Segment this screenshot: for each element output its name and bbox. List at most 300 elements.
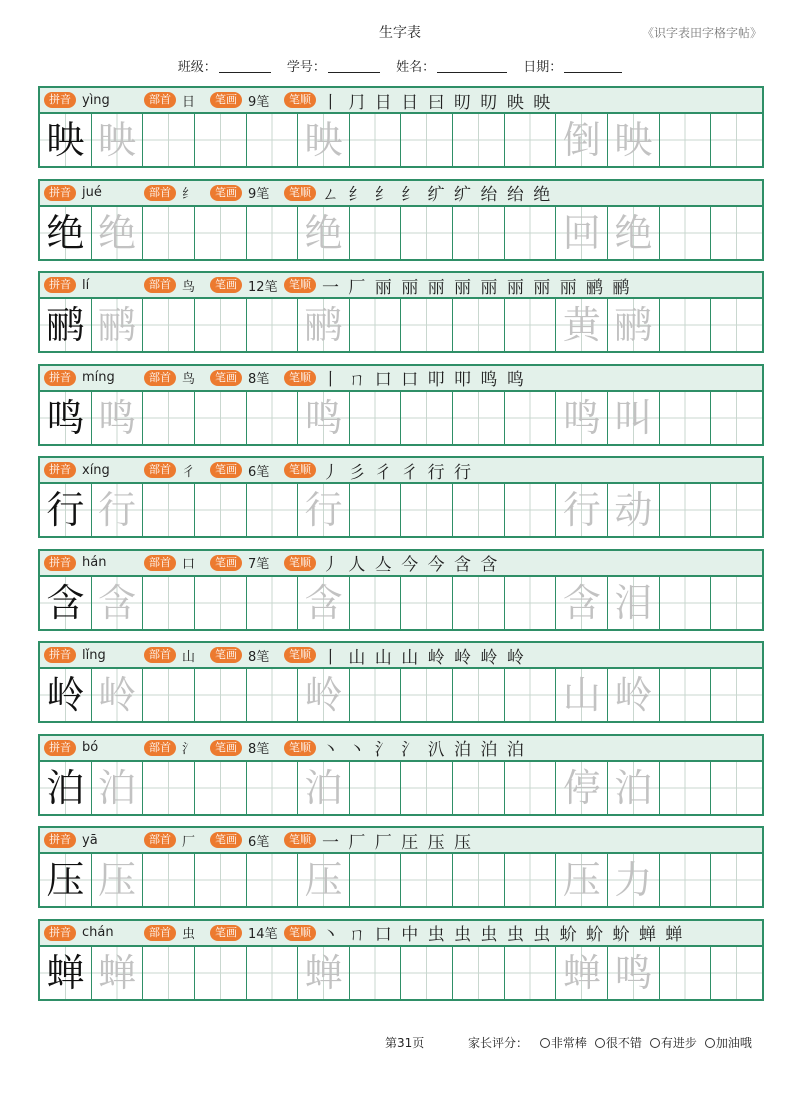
- grid-cell[interactable]: [453, 577, 505, 629]
- char-block: [38, 86, 764, 168]
- grid-cell[interactable]: [401, 207, 453, 259]
- stroke-order: 一 厂 厂 圧 压 压: [322, 832, 474, 852]
- grid-cell[interactable]: [143, 484, 195, 536]
- strokes-tag: 笔画: [210, 832, 242, 848]
- grid-cell[interactable]: [453, 299, 505, 351]
- book-title: 《识字表田字格字帖》: [641, 26, 762, 40]
- writing-grid: [38, 945, 764, 1001]
- grid-cell[interactable]: [711, 207, 762, 259]
- trace-char: 山: [562, 673, 601, 717]
- grid-cell[interactable]: [143, 207, 195, 259]
- grid-cell[interactable]: [350, 207, 402, 259]
- trace-char: 压: [97, 858, 136, 902]
- order-tag: 笔顺: [284, 832, 316, 848]
- grid-cell[interactable]: [40, 392, 92, 444]
- pinyin-tag: 拼音: [44, 370, 76, 386]
- grid-cell[interactable]: [195, 669, 247, 721]
- grid-cell[interactable]: [350, 392, 402, 444]
- char-header: [38, 179, 764, 205]
- grid-cell[interactable]: [660, 484, 712, 536]
- grid-cell[interactable]: [505, 854, 557, 906]
- stroke-unit: 笔: [256, 834, 270, 850]
- date-blank[interactable]: [564, 72, 622, 73]
- pinyin-tag: 拼音: [44, 92, 76, 108]
- grid-cell[interactable]: [195, 299, 247, 351]
- rating-option[interactable]: [540, 1036, 587, 1050]
- rating-option-label: 非常棒: [550, 1036, 587, 1050]
- stroke-count-value: 14: [248, 927, 265, 942]
- stroke-order: ㄥ 纟 纟 纟 纩 纩 绐 绐 绝: [322, 185, 553, 205]
- practice-sheet: [38, 86, 764, 1011]
- pinyin-value: yā: [82, 832, 98, 848]
- order-tag: 笔顺: [284, 647, 316, 663]
- trace-char: 岭: [614, 673, 653, 717]
- student-no-blank[interactable]: [328, 72, 380, 73]
- grid-cell[interactable]: [556, 484, 608, 536]
- radical-value: 山: [182, 649, 196, 665]
- writing-grid: [38, 482, 764, 538]
- grid-cell[interactable]: [660, 762, 712, 814]
- radio-circle-icon[interactable]: [595, 1038, 605, 1048]
- model-char: 行: [46, 488, 85, 532]
- grid-cell[interactable]: [92, 299, 144, 351]
- trace-char: 行: [562, 488, 601, 532]
- grid-cell[interactable]: [298, 207, 350, 259]
- radio-circle-icon[interactable]: [650, 1038, 660, 1048]
- grid-cell[interactable]: [505, 947, 557, 999]
- grid-cell[interactable]: [298, 947, 350, 999]
- grid-cell[interactable]: [350, 299, 402, 351]
- grid-cell[interactable]: [608, 854, 660, 906]
- grid-cell[interactable]: [40, 762, 92, 814]
- grid-cell[interactable]: [660, 947, 712, 999]
- grid-cell[interactable]: [92, 947, 144, 999]
- pinyin-value: lí: [82, 277, 90, 293]
- char-block: [38, 919, 764, 1001]
- grid-cell[interactable]: [556, 299, 608, 351]
- page-title: 生字表: [379, 25, 421, 41]
- grid-cell[interactable]: [660, 299, 712, 351]
- radical-tag: 部首: [144, 277, 176, 293]
- char-header: [38, 364, 764, 390]
- stroke-count-value: 12: [248, 279, 265, 295]
- grid-cell[interactable]: [350, 762, 402, 814]
- rating-option[interactable]: [595, 1036, 642, 1050]
- class-field[interactable]: [178, 60, 271, 75]
- stroke-count-value: 8: [248, 372, 257, 387]
- parent-rating: [468, 1034, 752, 1051]
- stroke-count: [248, 553, 284, 572]
- grid-cell[interactable]: [401, 299, 453, 351]
- rating-option[interactable]: [705, 1036, 752, 1050]
- trace-char: 映: [97, 118, 136, 162]
- pinyin-value: míng: [82, 370, 115, 385]
- grid-cell[interactable]: [711, 854, 762, 906]
- grid-cell[interactable]: [92, 484, 144, 536]
- grid-cell[interactable]: [143, 392, 195, 444]
- trace-char: 回: [562, 210, 601, 255]
- rating-option[interactable]: [650, 1036, 697, 1050]
- grid-cell[interactable]: [453, 669, 505, 721]
- grid-cell[interactable]: [40, 207, 92, 259]
- stroke-count-value: 6: [248, 834, 257, 850]
- stroke-order: 丶 丶 氵 氵 汃 泊 泊 泊: [322, 740, 526, 760]
- grid-cell[interactable]: [556, 947, 608, 999]
- order-tag: 笔顺: [284, 555, 316, 571]
- grid-cell[interactable]: [92, 392, 144, 444]
- grid-cell[interactable]: [711, 669, 762, 721]
- order-tag: 笔顺: [284, 277, 316, 293]
- stroke-order: 丿 彡 彳 彳 行 行: [322, 462, 474, 482]
- grid-cell[interactable]: [92, 762, 144, 814]
- trace-char: 鸣: [97, 395, 136, 440]
- trace-char: 绝: [97, 210, 136, 255]
- grid-cell[interactable]: [195, 577, 247, 629]
- radical-tag: 部首: [144, 185, 176, 201]
- radical-value: 氵: [182, 742, 196, 757]
- stroke-count-value: 9: [248, 187, 257, 202]
- grid-cell[interactable]: [401, 669, 453, 721]
- pinyin-tag: 拼音: [44, 647, 76, 663]
- pinyin-tag: 拼音: [44, 277, 76, 293]
- pinyin-tag: 拼音: [44, 462, 76, 478]
- grid-cell[interactable]: [660, 669, 712, 721]
- radical-value: 虫: [182, 927, 196, 942]
- trace-char: 叫: [614, 395, 653, 440]
- name-label: 姓名：: [396, 60, 436, 75]
- grid-cell[interactable]: [608, 669, 660, 721]
- stroke-count-value: 7: [248, 557, 257, 572]
- pinyin-value: hán: [82, 555, 107, 570]
- trace-char: 黄: [562, 303, 601, 347]
- grid-cell[interactable]: [505, 114, 557, 166]
- radical-tag: 部首: [144, 462, 176, 478]
- grid-cell[interactable]: [247, 484, 299, 536]
- grid-cell[interactable]: [556, 577, 608, 629]
- grid-cell[interactable]: [247, 947, 299, 999]
- trace-char: 蝉: [97, 950, 136, 995]
- strokes-tag: 笔画: [210, 740, 242, 756]
- grid-cell[interactable]: [505, 669, 557, 721]
- student-no-field[interactable]: [287, 60, 380, 75]
- trace-char: 泊: [304, 765, 343, 810]
- name-blank[interactable]: [437, 72, 507, 73]
- char-header: [38, 456, 764, 482]
- grid-cell[interactable]: [350, 947, 402, 999]
- grid-cell[interactable]: [505, 762, 557, 814]
- grid-cell[interactable]: [660, 114, 712, 166]
- grid-cell[interactable]: [608, 762, 660, 814]
- radical-tag: 部首: [144, 370, 176, 386]
- grid-cell[interactable]: [401, 392, 453, 444]
- radical-value: 口: [182, 557, 196, 572]
- grid-cell[interactable]: [298, 299, 350, 351]
- trace-char: 含: [562, 580, 601, 625]
- grid-cell[interactable]: [711, 114, 762, 166]
- grid-cell[interactable]: [40, 854, 92, 906]
- pinyin-value: jué: [82, 185, 102, 200]
- model-char: 绝: [46, 210, 85, 255]
- grid-cell[interactable]: [711, 484, 762, 536]
- trace-char: 鸣: [614, 950, 653, 995]
- radical-value: 日: [182, 94, 196, 110]
- grid-cell[interactable]: [195, 207, 247, 259]
- grid-cell[interactable]: [401, 484, 453, 536]
- grid-cell[interactable]: [143, 577, 195, 629]
- grid-cell[interactable]: [40, 577, 92, 629]
- grid-cell[interactable]: [143, 669, 195, 721]
- stroke-count: [248, 276, 284, 295]
- strokes-tag: 笔画: [210, 647, 242, 663]
- grid-cell[interactable]: [453, 854, 505, 906]
- stroke-unit: 笔: [256, 94, 270, 110]
- radical-value: 鸟: [182, 279, 196, 295]
- grid-cell[interactable]: [608, 207, 660, 259]
- writing-grid: [38, 760, 764, 816]
- grid-cell[interactable]: [92, 207, 144, 259]
- stroke-order: 丨 山 山 山 岭 岭 岭 岭: [322, 647, 526, 667]
- stroke-unit: 笔: [256, 557, 270, 572]
- strokes-tag: 笔画: [210, 925, 242, 941]
- grid-cell[interactable]: [298, 392, 350, 444]
- order-tag: 笔顺: [284, 925, 316, 941]
- grid-cell[interactable]: [608, 299, 660, 351]
- grid-cell[interactable]: [40, 484, 92, 536]
- rating-option-label: 很不错: [605, 1036, 642, 1050]
- grid-cell[interactable]: [247, 207, 299, 259]
- trace-char: 压: [304, 858, 343, 902]
- grid-cell[interactable]: [40, 947, 92, 999]
- pinyin-tag: 拼音: [44, 832, 76, 848]
- radio-circle-icon[interactable]: [705, 1038, 715, 1048]
- class-label: 班级：: [177, 60, 217, 75]
- trace-char: 鹂: [304, 303, 343, 347]
- grid-cell[interactable]: [401, 854, 453, 906]
- strokes-tag: 笔画: [210, 185, 242, 201]
- trace-char: 停: [562, 765, 601, 810]
- order-tag: 笔顺: [284, 740, 316, 756]
- trace-char: 行: [97, 488, 136, 532]
- pinyin-tag: 拼音: [44, 740, 76, 756]
- grid-cell[interactable]: [660, 207, 712, 259]
- stroke-count-value: 8: [248, 649, 257, 665]
- grid-cell[interactable]: [608, 484, 660, 536]
- radical-value: 鸟: [182, 372, 196, 387]
- grid-cell[interactable]: [92, 114, 144, 166]
- grid-cell[interactable]: [453, 207, 505, 259]
- trace-char: 鹂: [97, 303, 136, 347]
- grid-cell[interactable]: [40, 299, 92, 351]
- model-char: 鸣: [46, 395, 85, 440]
- date-label: 日期：: [523, 60, 563, 75]
- trace-char: 含: [97, 580, 136, 625]
- grid-cell[interactable]: [143, 947, 195, 999]
- grid-cell[interactable]: [298, 114, 350, 166]
- grid-cell[interactable]: [350, 114, 402, 166]
- grid-cell[interactable]: [195, 947, 247, 999]
- grid-cell[interactable]: [453, 947, 505, 999]
- trace-char: 绝: [614, 210, 653, 255]
- grid-cell[interactable]: [556, 392, 608, 444]
- grid-cell[interactable]: [401, 577, 453, 629]
- grid-cell[interactable]: [92, 854, 144, 906]
- char-block: [38, 826, 764, 908]
- grid-cell[interactable]: [505, 577, 557, 629]
- grid-cell[interactable]: [195, 484, 247, 536]
- grid-cell[interactable]: [556, 854, 608, 906]
- trace-char: 行: [304, 488, 343, 532]
- grid-cell[interactable]: [711, 299, 762, 351]
- stroke-unit: 笔: [256, 372, 270, 387]
- trace-char: 力: [614, 858, 653, 902]
- grid-cell[interactable]: [298, 484, 350, 536]
- char-header: [38, 919, 764, 945]
- rating-option-label: 加油哦: [715, 1036, 752, 1050]
- char-block: [38, 641, 764, 723]
- grid-cell[interactable]: [195, 392, 247, 444]
- radical-tag: 部首: [144, 925, 176, 941]
- order-tag: 笔顺: [284, 370, 316, 386]
- grid-cell[interactable]: [298, 577, 350, 629]
- radio-circle-icon[interactable]: [540, 1038, 550, 1048]
- trace-char: 压: [562, 858, 601, 902]
- grid-cell[interactable]: [247, 392, 299, 444]
- writing-grid: [38, 297, 764, 353]
- grid-cell[interactable]: [608, 577, 660, 629]
- trace-char: 动: [614, 488, 653, 532]
- stroke-order: 丨 ㄇ 口 口 叩 叩 鸣 鸣: [322, 370, 526, 390]
- grid-cell[interactable]: [247, 114, 299, 166]
- grid-cell[interactable]: [401, 762, 453, 814]
- trace-char: 鹂: [614, 303, 653, 347]
- grid-cell[interactable]: [143, 762, 195, 814]
- grid-cell[interactable]: [556, 762, 608, 814]
- grid-cell[interactable]: [92, 577, 144, 629]
- grid-cell[interactable]: [40, 669, 92, 721]
- stroke-count-value: 6: [248, 464, 257, 480]
- grid-cell[interactable]: [711, 762, 762, 814]
- student-no-label: 学号：: [286, 60, 326, 75]
- radical-tag: 部首: [144, 740, 176, 756]
- grid-cell[interactable]: [350, 577, 402, 629]
- pinyin-value: bó: [82, 740, 99, 755]
- grid-cell[interactable]: [298, 854, 350, 906]
- grid-cell[interactable]: [195, 762, 247, 814]
- model-char: 蝉: [46, 950, 85, 995]
- stroke-count: [248, 461, 284, 480]
- rating-option-label: 有进步: [660, 1036, 697, 1050]
- grid-cell[interactable]: [711, 392, 762, 444]
- grid-cell[interactable]: [143, 854, 195, 906]
- stroke-count: [248, 91, 284, 110]
- char-block: [38, 364, 764, 446]
- grid-cell[interactable]: [247, 577, 299, 629]
- strokes-tag: 笔画: [210, 277, 242, 293]
- char-block: [38, 456, 764, 538]
- trace-char: 映: [614, 118, 653, 162]
- grid-cell[interactable]: [608, 947, 660, 999]
- trace-char: 岭: [97, 673, 136, 717]
- trace-char: 泊: [614, 765, 653, 810]
- grid-cell[interactable]: [453, 484, 505, 536]
- grid-cell[interactable]: [660, 577, 712, 629]
- grid-cell[interactable]: [247, 299, 299, 351]
- model-char: 泊: [46, 765, 85, 810]
- grid-cell[interactable]: [247, 669, 299, 721]
- strokes-tag: 笔画: [210, 555, 242, 571]
- grid-cell[interactable]: [505, 484, 557, 536]
- grid-cell[interactable]: [92, 669, 144, 721]
- grid-cell[interactable]: [298, 762, 350, 814]
- model-char: 鹂: [46, 303, 85, 347]
- info-row: [0, 56, 800, 75]
- order-tag: 笔顺: [284, 462, 316, 478]
- stroke-count: [248, 183, 284, 202]
- stroke-unit: 笔: [256, 742, 270, 757]
- model-char: 岭: [46, 673, 85, 717]
- grid-cell[interactable]: [556, 207, 608, 259]
- grid-cell[interactable]: [556, 114, 608, 166]
- grid-cell[interactable]: [453, 392, 505, 444]
- stroke-order: 丿 人 亼 今 今 含 含: [322, 555, 500, 575]
- grid-cell[interactable]: [298, 669, 350, 721]
- date-field[interactable]: [523, 60, 622, 75]
- grid-cell[interactable]: [247, 762, 299, 814]
- trace-char: 岭: [304, 673, 343, 717]
- radical-tag: 部首: [144, 647, 176, 663]
- grid-cell[interactable]: [401, 947, 453, 999]
- pinyin-value: lǐng: [82, 647, 106, 663]
- char-header: [38, 86, 764, 112]
- grid-cell[interactable]: [350, 669, 402, 721]
- class-blank[interactable]: [219, 72, 271, 73]
- writing-grid: [38, 667, 764, 723]
- grid-cell[interactable]: [143, 299, 195, 351]
- grid-cell[interactable]: [505, 392, 557, 444]
- trace-char: 泪: [614, 580, 653, 625]
- stroke-order: 一 厂 丽 丽 丽 丽 丽 丽 丽 丽 鹂 鹂: [322, 277, 632, 297]
- grid-cell[interactable]: [401, 114, 453, 166]
- grid-cell[interactable]: [143, 114, 195, 166]
- grid-cell[interactable]: [556, 669, 608, 721]
- grid-cell[interactable]: [247, 854, 299, 906]
- grid-cell[interactable]: [453, 762, 505, 814]
- grid-cell[interactable]: [505, 207, 557, 259]
- grid-cell[interactable]: [711, 577, 762, 629]
- name-field[interactable]: [396, 60, 507, 75]
- grid-cell[interactable]: [505, 299, 557, 351]
- stroke-count: [248, 738, 284, 757]
- writing-grid: [38, 852, 764, 908]
- grid-cell[interactable]: [608, 114, 660, 166]
- grid-cell[interactable]: [660, 854, 712, 906]
- radical-tag: 部首: [144, 92, 176, 108]
- trace-char: 绝: [304, 210, 343, 255]
- grid-cell[interactable]: [350, 484, 402, 536]
- trace-char: 倒: [562, 118, 601, 162]
- grid-cell[interactable]: [195, 854, 247, 906]
- writing-grid: [38, 575, 764, 631]
- trace-char: 含: [304, 580, 343, 625]
- grid-cell[interactable]: [40, 114, 92, 166]
- grid-cell[interactable]: [195, 114, 247, 166]
- grid-cell[interactable]: [453, 114, 505, 166]
- grid-cell[interactable]: [350, 854, 402, 906]
- grid-cell[interactable]: [660, 392, 712, 444]
- grid-cell[interactable]: [608, 392, 660, 444]
- grid-cell[interactable]: [711, 947, 762, 999]
- strokes-tag: 笔画: [210, 462, 242, 478]
